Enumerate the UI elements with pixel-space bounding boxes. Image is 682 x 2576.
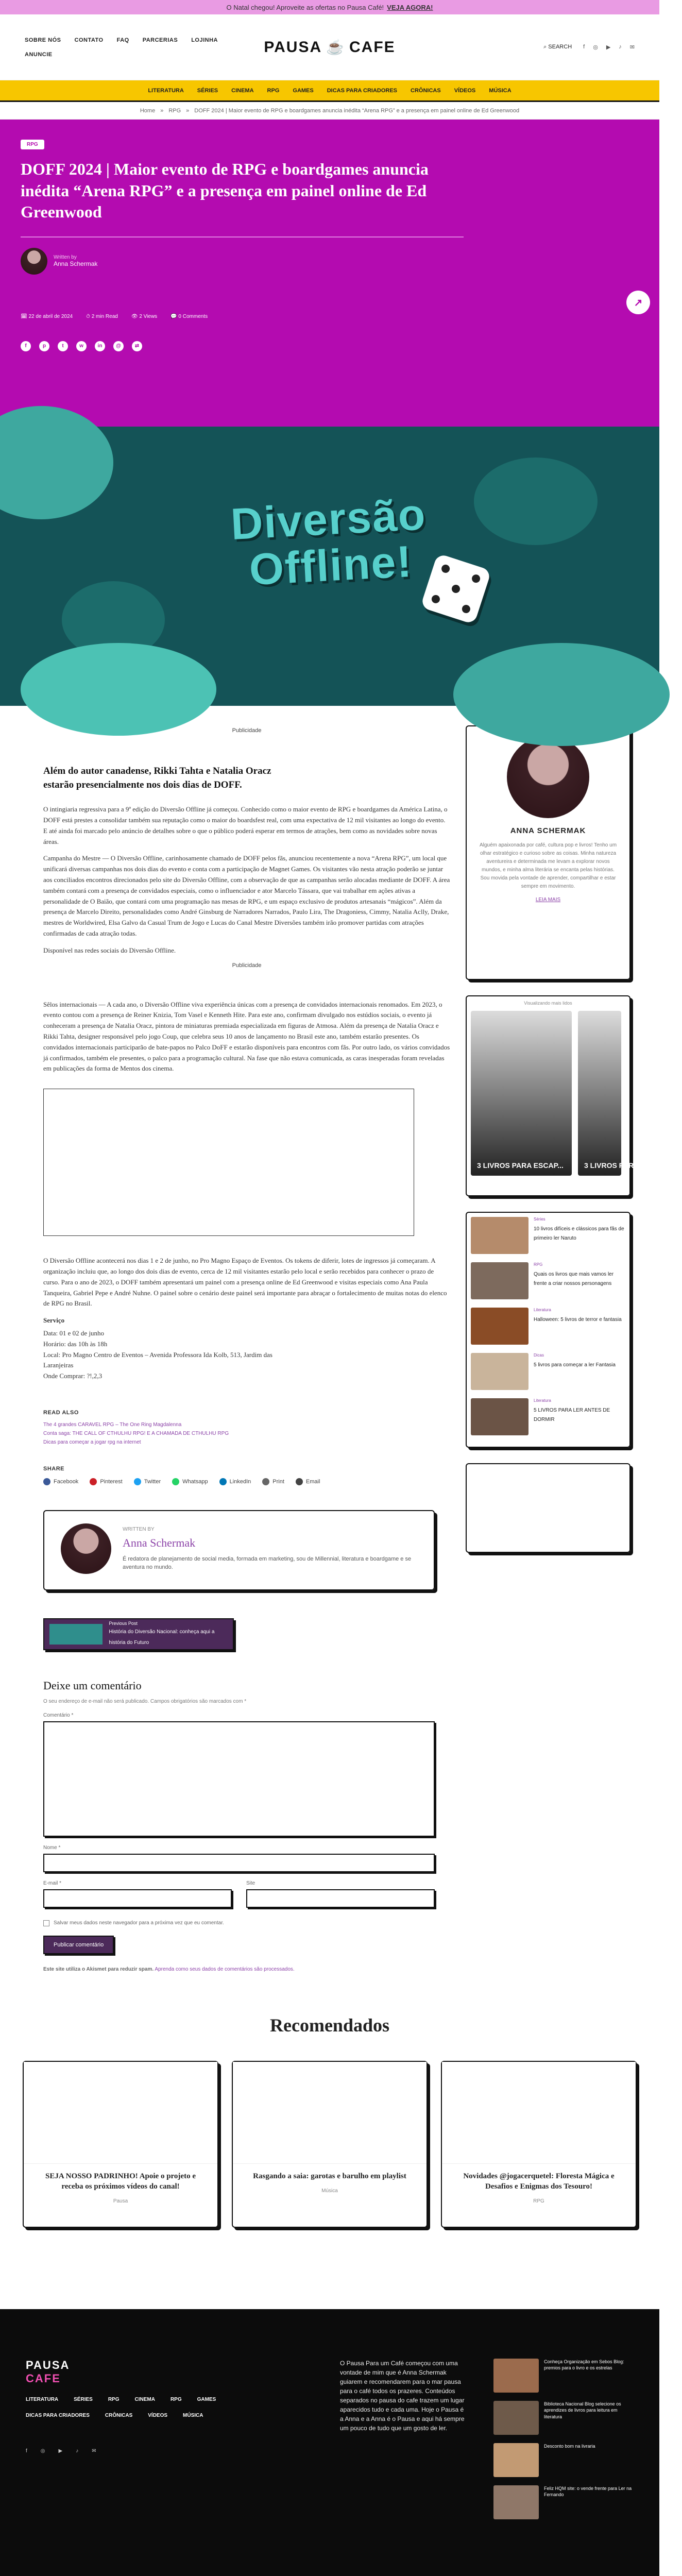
share-label: LinkedIn	[229, 1478, 251, 1485]
author-box-bio: É redatora de planejamento de social media, formada em marketing, sou de Millennial, literatura e boardgame e se aventura no mundo.	[123, 1555, 412, 1571]
footer-about: O Pausa Para um Café começou com uma vontade de mim que é Anna Schermak guiarem e recomendarem para o mar pausa para o café todos os prazeres. Conteúdos separados no pausa do cafe trazem um lugar aparecidos tudo e cada uma. Hoje o Pausa é a Anna e a Anna é o Pausa e aqui há sempre um pouco de tudo que um gosto de ler.	[340, 2359, 465, 2432]
share-linkedin-button[interactable]	[219, 1478, 251, 1485]
list-item[interactable]	[493, 2443, 636, 2477]
share-fab-icon[interactable]: ↗	[626, 291, 650, 314]
post-meta	[21, 314, 659, 319]
post-thumbnail	[493, 2359, 539, 2393]
post-content	[43, 725, 450, 1972]
post-thumbnail	[493, 2443, 539, 2477]
share-label: Facebook	[54, 1478, 79, 1485]
paragraph: O intingiaria regressiva para a 9ª edição do Diversão Offline já começou. Conhecido como o maior evento de RPG e boardgames da América Latina, o DOFF está prestes a consolidar também sua reputação como o maior do boardsfest real, com uma expectativa de 12 mil visitantes ao longo do evento. E até ainda foi marcado pelo anúncio de detalhes sobre o que o público poderá esperar em termos de atrações, bem como as novidades sobre novas áreas.	[43, 805, 448, 845]
author-box	[43, 1510, 435, 1590]
sidebar-widget	[466, 1463, 630, 1553]
header-social	[583, 44, 635, 50]
event-line: Local: Pro Magno Centro de Eventos – Avenida Professora Ida Kolb, 513, Jardim das	[43, 1350, 272, 1359]
post-title: Feliz HQM site: o vende frente para Ler na Fernando	[544, 2485, 632, 2498]
akismet-note	[43, 1967, 450, 1972]
hero-share-row	[21, 341, 659, 351]
search-button[interactable]: ⌕ SEARCH	[543, 44, 572, 50]
spam-text: Este site utiliza o Akismet para reduzir spam.	[43, 1966, 154, 1972]
read-more-link[interactable]: LEIA MAIS	[535, 897, 561, 903]
event-line: Horário: das 10h às 18h	[43, 1340, 108, 1348]
view-count: 👁 2 Views	[131, 313, 158, 319]
share-whatsapp-button[interactable]	[172, 1478, 208, 1485]
footer-nav-item[interactable]: DICAS PARA CRIADORES	[26, 2412, 90, 2418]
search-label: SEARCH	[548, 44, 572, 50]
previous-post-link[interactable]	[43, 1618, 234, 1650]
share-label: Email	[305, 1478, 320, 1485]
facebook-icon[interactable]: f	[26, 2448, 27, 2454]
post-title: Quais os livros que mais vamos ler frente a criar nossos personagens	[534, 1272, 614, 1286]
name-field[interactable]	[43, 1854, 435, 1872]
event-line: Onde Comprar: ?!,2,3	[43, 1372, 103, 1380]
banner-shape	[453, 643, 670, 746]
share-label: Pinterest	[100, 1478, 123, 1485]
nav-about[interactable]: SOBRE NÓS	[25, 37, 61, 43]
share-section	[43, 1466, 450, 1485]
cat-musica[interactable]: MÚSICA	[489, 87, 512, 94]
recommended-title: Recomendados	[270, 2014, 389, 2036]
twitter-share-icon[interactable]: t	[58, 341, 68, 351]
facebook-icon	[43, 1478, 50, 1485]
site-footer	[0, 2309, 659, 2576]
breadcrumb-current: DOFF 2024 | Maior evento de RPG e boardgames anuncia inédita “Arena RPG” e a presença em painel online de Ed Greenwood	[194, 107, 520, 114]
event-info	[43, 1315, 450, 1382]
comment-label: Comentário *	[43, 1712, 74, 1718]
cat-cronicas[interactable]: CRÔNICAS	[411, 87, 441, 94]
email-icon	[296, 1478, 303, 1485]
whatsapp-share-icon[interactable]: w	[76, 341, 87, 351]
post-category: Literatura	[534, 1308, 551, 1312]
read-time: ⏱ 2 min Read	[86, 313, 118, 319]
event-line: Data: 01 e 02 de junho	[43, 1329, 105, 1337]
breadcrumb-rpg[interactable]: RPG	[168, 107, 181, 114]
share-label: Print	[272, 1478, 284, 1485]
post-thumbnail	[471, 1308, 528, 1345]
logo-text-2: CAFE	[349, 38, 396, 56]
post-thumbnail	[471, 1398, 528, 1435]
post-category: Literatura	[534, 1398, 551, 1403]
comment-form	[43, 1679, 450, 1972]
share-facebook-button[interactable]	[43, 1478, 78, 1485]
recommended-card[interactable]	[441, 2061, 637, 2228]
list-item[interactable]	[493, 2359, 636, 2393]
footer-nav-item[interactable]: CRÔNICAS	[105, 2412, 133, 2418]
post-thumbnail	[471, 1217, 528, 1254]
post-title: 5 LIVROS PARA LER ANTES DE DORMIR	[534, 1408, 610, 1422]
author-name: Anna Schermak	[54, 260, 98, 268]
post-title: Halloween: 5 livros de terror e fantasia	[534, 1317, 622, 1323]
mail-icon[interactable]: ✉	[629, 44, 635, 50]
list-item[interactable]	[493, 2485, 636, 2519]
linkedin-icon	[219, 1478, 227, 1485]
list-item[interactable]	[471, 1398, 625, 1435]
post-title: Conheça Organização em Sebos Blog: premios para o livro e os estrelas	[544, 2359, 624, 2371]
footer-nav-item[interactable]: RPG	[108, 2396, 120, 2402]
facebook-share-icon[interactable]: f	[21, 341, 31, 351]
breadcrumb	[0, 102, 659, 120]
nav-faq[interactable]: FAQ	[116, 37, 129, 43]
footer-nav-item[interactable]: MÚSICA	[183, 2412, 203, 2418]
sidebar	[466, 725, 682, 1972]
card-title: Rasgando a saia: garotas e barulho em playlist	[253, 2172, 406, 2180]
nav-store[interactable]: LOJINHA	[191, 37, 218, 43]
post-subtitle: Além do autor canadense, Rikki Tahta e Natalia Oracz estarão presencialmente nos dois dias de DOFF.	[43, 766, 271, 790]
comments-text: 0 Comments	[178, 313, 208, 319]
website-field[interactable]	[246, 1889, 435, 1908]
tiktok-icon[interactable]: ♪	[76, 2448, 79, 2454]
facebook-icon[interactable]: f	[583, 44, 585, 50]
pinterest-share-icon[interactable]: p	[39, 341, 49, 351]
site-label: Site	[246, 1880, 255, 1886]
post-thumbnail	[493, 2401, 539, 2435]
footer-nav-item[interactable]: GAMES	[197, 2396, 216, 2402]
post-category: Dicas	[534, 1353, 544, 1358]
post-category: Séries	[534, 1217, 545, 1222]
nav-contact[interactable]: CONTATO	[74, 37, 104, 43]
profile-bio: Alguém apaixonada por café, cultura pop e livros! Tenho um olhar estratégico e curioso sobre as coisas. Minha natureza aventureira e determinada me levam a explorar novos mundos, e minha alma literária se encanta pelas histórias. Sou movida pela vontade de aprender, compartilhar e estar sempre em movimento.	[479, 842, 617, 889]
post-date: 🗓 22 de abril de 2024	[21, 313, 73, 319]
post-title: 10 livros difíceis e clássicos para fãs de primeiro ler Naruto	[534, 1226, 624, 1241]
list-item[interactable]	[471, 1217, 625, 1254]
read-text: 2 min Read	[91, 313, 118, 319]
paragraph: O Diversão Offline acontecerá nos dias 1 e 2 de junho, no Pro Magno Espaço de Eventos. Os tokens de diferir, lotes de ingressos já começaram. A organização incluiu que, ao longo dos dois dias de evento, cerca de 12 mil visitantes estarão pelo local e serão recebidos para conhecer o prazo de curso. Para o ano de 2023, o DOFF também apresentará um painel com a presença online de Ed Greenwood e visitas especiais como Ana Paula Tanqueira, Gabriel Pepe e André Nuhne. O painel sobre o cenário deste painel será importante para abraçar o fortalecimento de muitas notas do elenco de RPG no Brasil.	[43, 1257, 447, 1308]
footer-nav-item[interactable]: VÍDEOS	[148, 2412, 168, 2418]
comment-form-title: Deixe um comentário	[43, 1679, 142, 1692]
instagram-icon[interactable]: ◎	[40, 2448, 45, 2454]
slide-card[interactable]: 3 LIVROS PARA TODO CRI...	[578, 1011, 621, 1176]
site-header	[0, 14, 659, 80]
banner-shape	[21, 643, 216, 736]
slider-label: Visualizando mais lidos	[524, 1001, 572, 1006]
profile-photo	[507, 736, 589, 818]
read-also-link[interactable]: Conta saga: THE CALL OF CTHULHU RPG! E A CHAMADA DE CTHULHU RPG	[43, 1430, 229, 1436]
tiktok-icon[interactable]: ♪	[619, 44, 622, 50]
views-text: 2 Views	[139, 313, 158, 319]
save-data-label: Salvar meus dados neste navegador para a próxima vez que eu comentar.	[54, 1920, 224, 1926]
card-title: Novidades @jogacerquetel: Floresta Mágica e Desafios e Enigmas dos Tesouro!	[463, 2172, 615, 2191]
cat-dicas[interactable]: DICAS PARA CRIADORES	[327, 87, 398, 94]
share-label: Twitter	[144, 1478, 161, 1485]
post-title: DOFF 2024 | Maior evento de RPG e boardgames anuncia inédita “Arena RPG” e a presença em painel online de Ed Greenwood	[21, 160, 429, 222]
whatsapp-icon	[172, 1478, 179, 1485]
read-also	[43, 1410, 450, 1445]
cat-series[interactable]: SÉRIES	[197, 87, 218, 94]
share-print-button[interactable]	[262, 1478, 284, 1485]
comment-hint: O seu endereço de e-mail não será publicado. Campos obrigatórios são marcados com *	[43, 1698, 247, 1704]
cat-videos[interactable]: VÍDEOS	[454, 87, 476, 94]
card-category: RPG	[533, 2198, 544, 2205]
ad-label: Publicidade	[232, 962, 262, 969]
previous-post-thumbnail	[49, 1624, 103, 1645]
share-title: SHARE	[43, 1465, 65, 1472]
previous-post-title: História do Diversão Nacional: conheça aqui a história do Futuro	[109, 1629, 215, 1646]
list-item[interactable]	[471, 1262, 625, 1299]
paragraph: Campanha do Mestre — O Diversão Offline, carinhosamente chamado de DOFF pelos fãs, anunciou recentemente a nova “Arena RPG”, um local que unificará diversas campanhas nos dois dias do evento e conta com a participação de Magnet Games. Os visitantes vão nesta atração poderão se juntar aos conciliados encontros direcionados pelo site do Diversão Offline, com a observação de que as campanhas serão alocadas mediante de DOFF. A área também contará com a presença de convidados especiais, como o influenciador e ator Marcelo Tássara, que vai trabalhar em ações ativas a personalidade de O Baião, que contará com uma programação nas mesas de RPG, e um espaço exclusivo de produtos artesanais “mágicos”. Além da presença de Marcelo Direito, personalidades como André Ginsburg de Narradores Narrados, Paulo Lira, The Dragoniess, Cimmy, Natalia Aclly, Drake, mestres de Worldwired, Elsa Galvo da Casual Trum de Jogo e Lucas do Canal Mestre Diversões também irão promover partidas com atrações confirmadas de cada atração todas.	[43, 854, 450, 937]
footer-nav-item[interactable]: LITERATURA	[26, 2396, 59, 2402]
category-bar	[0, 80, 659, 102]
post-category: RPG	[534, 1262, 543, 1267]
save-data-row	[43, 1920, 450, 1926]
slide-card[interactable]: 3 LIVROS PARA ESCAP...	[471, 1011, 572, 1176]
top-announcement-bar	[0, 0, 659, 14]
card-image	[24, 2062, 217, 2164]
recommended-card[interactable]	[23, 2061, 218, 2228]
post-hero	[0, 120, 659, 427]
card-category: Pausa	[113, 2198, 128, 2205]
share-pinterest-button[interactable]	[90, 1478, 122, 1485]
post-thumbnail	[471, 1353, 528, 1390]
read-also-link[interactable]: Dicas para começar a jogar rpg na internet	[43, 1439, 141, 1445]
post-thumbnail	[493, 2485, 539, 2519]
email-share-icon[interactable]: @	[113, 341, 124, 351]
nav-advertise[interactable]: ANUNCIE	[25, 51, 53, 58]
paragraph: Sêlos internacionais — A cada ano, o Diversão Offline viva experiência únicas com a presença de convidados internacionais renomados. Em 2023, o evento contou com a presença de Reiner Knizia, Tom Vasel e Kenneth Hite. Para este ano, confirmam divulgado nos estúdios sociais, o evento já conheceram a presença de Natalia Oracz, pintora de miniaturas premiada especializada em figuras de Atmosa. Além da presença de Natalia Oracz e Rikki Tahta, designer responsável pelo jogo Coup, que celebra seus 10 anos de lançamento no Brasil este ano, também estarão presentes. Os convidados internacionais participarão de bate-papos no Palco DoFF e estarão disponíveis para encontros com fãs. Por outro lado, os vários convidados já confirmados, também ele presentes, o palco para a programação cultural. Na fase que não estava comunicada, as caras inesperadas foram reveladas em publicações da forma de Mentos dos cinema.	[43, 1000, 450, 1073]
recommended-section	[0, 2014, 659, 2228]
announcement-link[interactable]: VEJA AGORA!	[387, 3, 433, 11]
instagram-icon[interactable]: ◎	[593, 44, 598, 50]
author-box-name[interactable]: Anna Schermak	[123, 1536, 196, 1549]
list-item[interactable]	[471, 1353, 625, 1390]
cat-rpg[interactable]: RPG	[267, 87, 280, 94]
logo-text: PAUSA	[264, 38, 322, 56]
card-image	[233, 2062, 427, 2164]
list-item[interactable]	[493, 2401, 636, 2435]
breadcrumb-sep: »	[160, 107, 164, 114]
category-badge[interactable]: RPG	[21, 140, 44, 149]
footer-logo-text: PAUSA	[26, 2358, 70, 2371]
more-share-icon[interactable]: ⇄	[132, 341, 142, 351]
share-label: Whatsapp	[182, 1478, 208, 1485]
main-nav	[25, 37, 241, 58]
title-divider	[21, 236, 464, 238]
recommended-card[interactable]	[232, 2061, 428, 2228]
coffee-cup-icon: ☕	[326, 39, 345, 55]
comment-textarea[interactable]	[43, 1721, 435, 1837]
featured-image	[0, 427, 659, 706]
read-also-link[interactable]: The 4 grandes CARAVEL RPG – The One Ring Magdalenna	[43, 1421, 182, 1428]
header-right	[418, 44, 635, 50]
read-also-title: READ ALSO	[43, 1409, 79, 1416]
post-title: Biblioteca Nacional Blog selecione os aprendizes de livros para leitura em literatura	[544, 2401, 621, 2420]
sidebar-post-list	[466, 1212, 630, 1448]
footer-nav-item[interactable]: SÉRIES	[74, 2396, 93, 2402]
akismet-link[interactable]: Aprenda como seus dados de comentários são processados.	[155, 1966, 295, 1972]
author-avatar[interactable]	[61, 1523, 111, 1574]
comment-count[interactable]: 💬 0 Comments	[170, 313, 208, 319]
main-layout	[0, 706, 682, 1972]
embedded-video[interactable]	[43, 1089, 414, 1236]
post-author[interactable]	[21, 248, 659, 275]
ad-label: Publicidade	[232, 727, 262, 734]
youtube-icon[interactable]: ▶	[58, 2448, 63, 2454]
nav-partners[interactable]: PARCERIAS	[142, 37, 178, 43]
footer-posts	[493, 2359, 636, 2528]
post-thumbnail	[471, 1262, 528, 1299]
banner-title: Diversão Offline!	[229, 489, 428, 595]
footer-nav	[26, 2397, 268, 2418]
card-category: Música	[321, 2188, 338, 2194]
banner-shape	[474, 457, 598, 545]
youtube-icon[interactable]: ▶	[606, 44, 611, 50]
email-label: E-mail *	[43, 1880, 62, 1886]
post-title: 5 livros para começar a ler Fantasia	[534, 1362, 616, 1368]
sidebar-profile	[466, 725, 630, 980]
cat-literatura[interactable]: LITERATURA	[148, 87, 184, 94]
event-line: Laranjeiras	[43, 1361, 74, 1369]
footer-nav-item[interactable]: RPG	[170, 2396, 182, 2402]
linkedin-share-icon[interactable]: in	[95, 341, 105, 351]
share-email-button[interactable]	[296, 1478, 320, 1485]
print-icon	[262, 1478, 269, 1485]
author-box-label: WRITTEN BY	[123, 1526, 155, 1532]
pinterest-icon	[90, 1478, 97, 1485]
share-twitter-button[interactable]	[134, 1478, 161, 1485]
author-avatar	[21, 248, 47, 275]
name-label: Nome *	[43, 1844, 61, 1851]
author-prefix: Written by	[54, 255, 77, 261]
popular-slider	[466, 995, 682, 1196]
card-title: SEJA NOSSO PADRINHO! Apoie o projeto e receba os próximos vídeos do canal!	[45, 2172, 196, 2191]
cat-cinema[interactable]: CINEMA	[231, 87, 254, 94]
breadcrumb-sep: »	[186, 107, 190, 114]
mail-icon[interactable]: ✉	[92, 2448, 96, 2454]
breadcrumb-home[interactable]: Home	[140, 107, 156, 114]
post-title: Desconto bom na livraria	[544, 2443, 595, 2449]
event-title: Serviço	[43, 1316, 65, 1325]
footer-nav-item[interactable]: CINEMA	[134, 2396, 155, 2402]
date-text: 22 de abril de 2024	[28, 313, 73, 319]
site-logo[interactable]	[264, 39, 395, 56]
email-field[interactable]	[43, 1889, 232, 1908]
announcement-text: O Natal chegou! Aproveite as ofertas no Pausa Café!	[226, 3, 384, 11]
footer-logo-text-2: CAFE	[26, 2371, 61, 2385]
twitter-icon	[134, 1478, 141, 1485]
save-data-checkbox[interactable]	[43, 1920, 49, 1926]
cat-games[interactable]: GAMES	[293, 87, 314, 94]
previous-post-label: Previous Post	[109, 1621, 138, 1626]
list-item[interactable]	[471, 1308, 625, 1345]
card-image	[442, 2062, 636, 2164]
paragraph: Disponível nas redes sociais do Diversão Offline.	[43, 946, 176, 954]
submit-comment-button[interactable]: Publicar comentário	[43, 1936, 114, 1954]
profile-name: ANNA SCHERMAK	[510, 826, 586, 835]
